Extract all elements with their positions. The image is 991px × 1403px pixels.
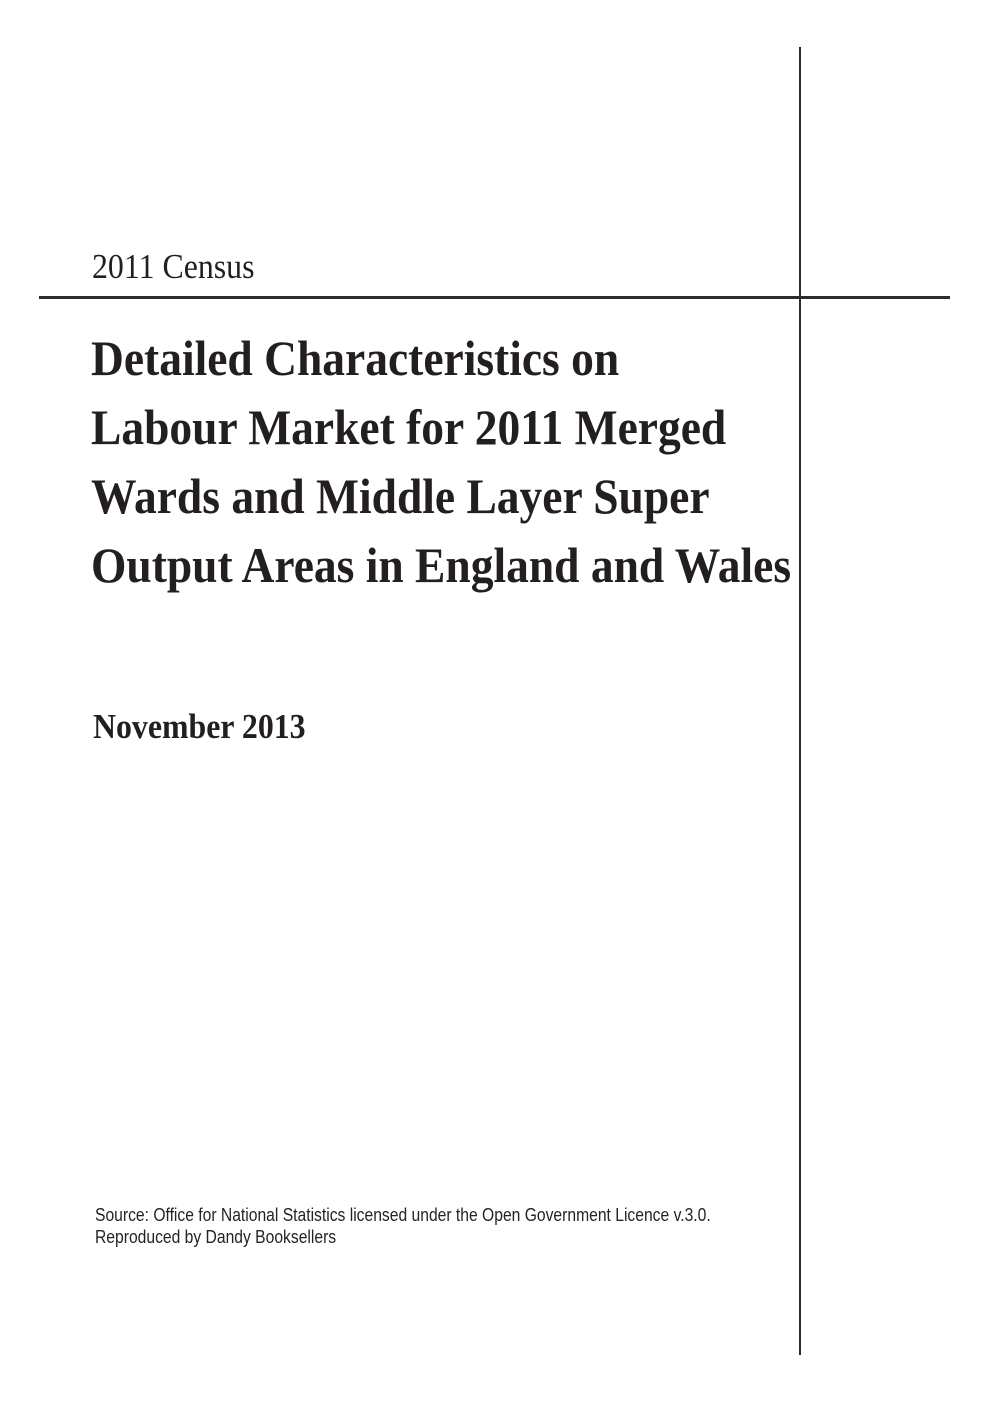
- document-title-line-3: Wards and Middle Layer Super: [91, 468, 710, 524]
- source-attribution-line-1: Source: Office for National Statistics licensed under the Open Government Licence v.3.0.: [95, 1205, 711, 1225]
- right-margin-vertical-rule: [799, 47, 801, 1355]
- document-title-line-1: Detailed Characteristics on: [91, 330, 620, 386]
- source-attribution: [95, 1204, 711, 1248]
- document-title-line-4: Output Areas in England and Wales: [91, 537, 792, 593]
- series-label: 2011 Census: [92, 247, 255, 286]
- document-title-line-2: Labour Market for 2011 Merged: [91, 399, 727, 455]
- document-title: [91, 324, 791, 600]
- publication-date: November 2013: [93, 707, 306, 746]
- source-attribution-line-2: Reproduced by Dandy Booksellers: [95, 1227, 337, 1247]
- header-horizontal-rule: [39, 296, 950, 299]
